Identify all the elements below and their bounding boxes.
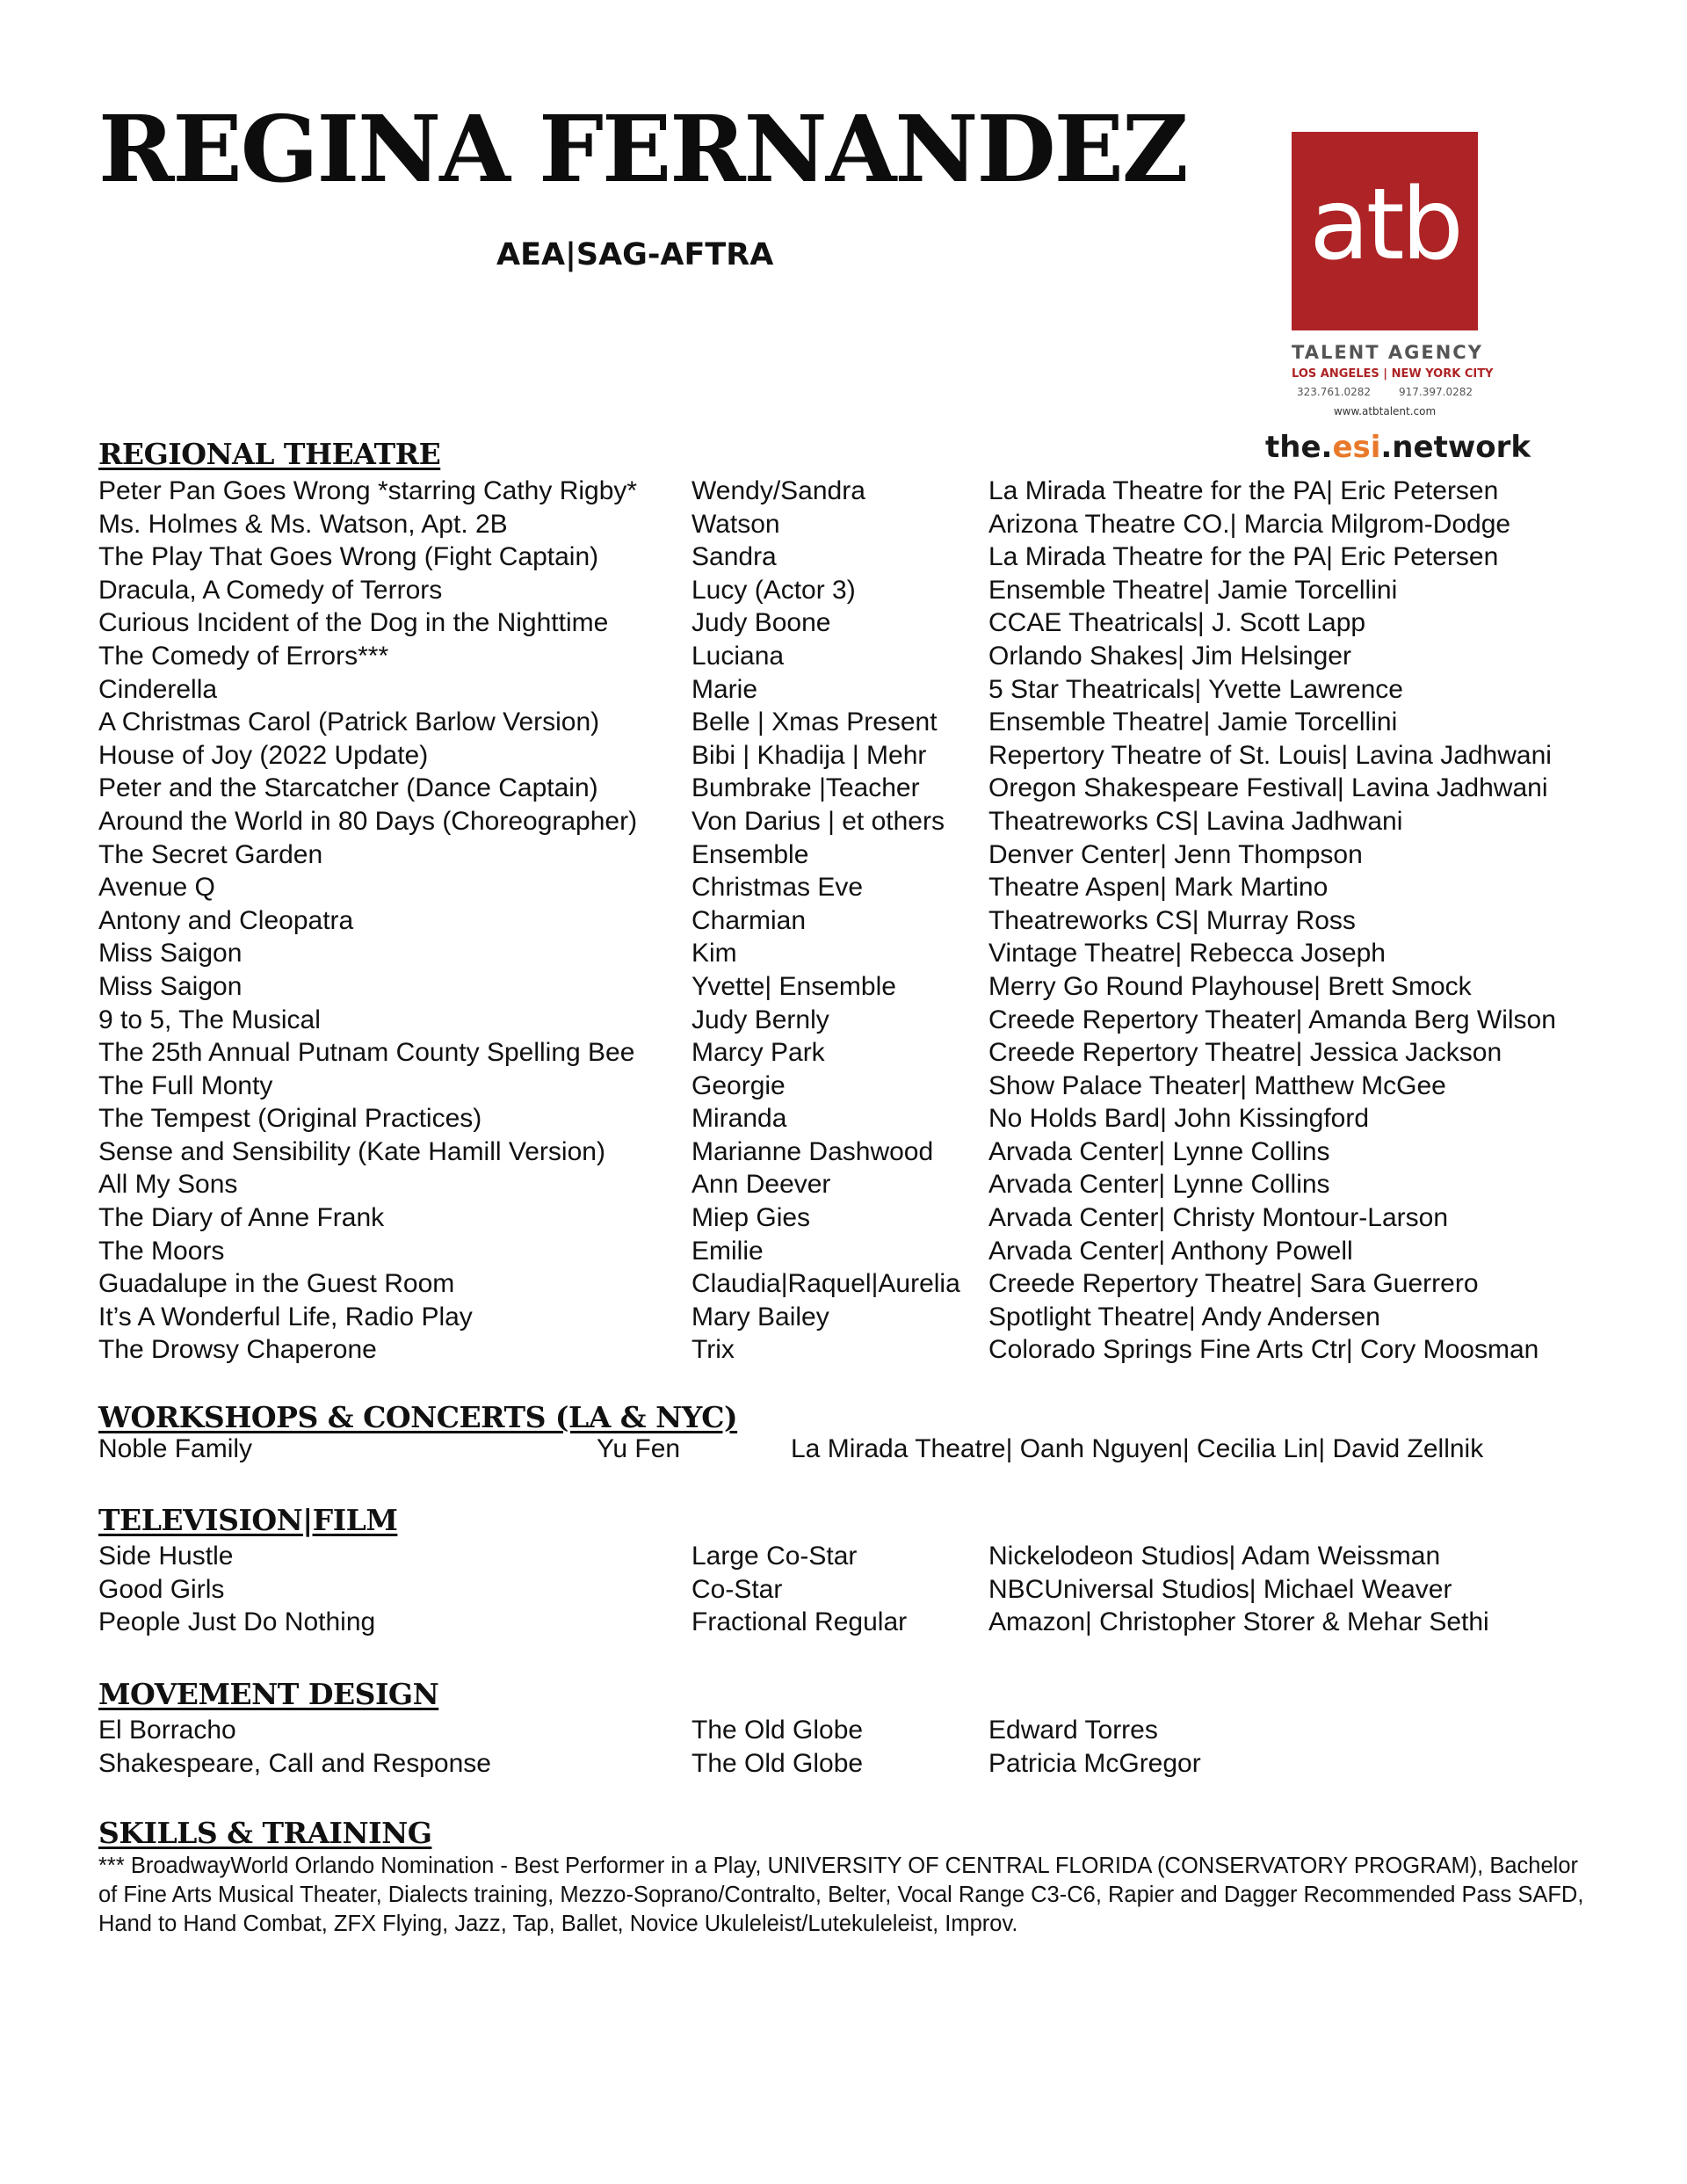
credit-venue: Creede Repertory Theatre| Sara Guerrero [988, 1269, 1479, 1299]
credit-title: Dracula, A Comedy of Terrors [98, 575, 443, 605]
table-row [98, 475, 1592, 508]
esi-prefix: the. [1265, 430, 1333, 465]
credit-role: Christmas Eve [691, 873, 864, 903]
credit-role: Judy Boone [691, 608, 831, 638]
credit-venue: Ensemble Theatre| Jamie Torcellini [988, 575, 1398, 605]
table-row [98, 1433, 1592, 1466]
credit-role: Belle | Xmas Present [691, 707, 938, 737]
skills-text: *** BroadwayWorld Orlando Nomination - Best Performer in a Play, UNIVERSITY OF CENTRAL FLORIDA (CONSERVATORY PROGRAM), Bachelor of Fine Arts Musical Theater, Dialects training, Mezzo-Soprano/Contralto, Belter, Vocal Range C3-C6, Rapier and Dagger Recommended Pass SAFD, Hand to Hand Combat, ZFX Flying, Jazz, Tap, Ballet, Novice Ukuleleist/Lutekuleleist, Improv. [98, 1854, 1584, 1936]
credit-title: The 25th Annual Putnam County Spelling Bee [98, 1038, 635, 1068]
credit-title: Ms. Holmes & Ms. Watson, Apt. 2B [98, 509, 508, 539]
credit-title: Side Hustle [98, 1542, 234, 1571]
table-row [98, 673, 1592, 707]
credit-title: The Moors [98, 1236, 225, 1266]
esi-suffix: .network [1380, 430, 1531, 465]
agency-cities: LOS ANGELES | NEW YORK CITY [1292, 367, 1494, 381]
agency-logo-text: atb [1309, 168, 1460, 282]
actor-name: REGINA FERNANDEZ [98, 95, 1187, 203]
regional-theatre-heading: REGIONAL THEATRE [98, 437, 441, 471]
agency-logo [1292, 132, 1478, 330]
table-row [98, 1004, 1592, 1037]
credit-role: Georgie [691, 1070, 786, 1100]
credit-venue: Amazon| Christopher Storer & Mehar Sethi [988, 1607, 1489, 1637]
table-row [98, 1168, 1592, 1201]
credit-venue: No Holds Bard| John Kissingford [988, 1104, 1370, 1134]
regional-theatre-table [98, 475, 1592, 1367]
table-row [98, 1267, 1592, 1301]
credit-venue: Arvada Center| Lynne Collins [988, 1136, 1330, 1166]
credit-title: Peter and the Starcatcher (Dance Captain) [98, 773, 598, 803]
credit-role: The Old Globe [691, 1716, 864, 1745]
table-row [98, 970, 1592, 1004]
credit-title: Good Girls [98, 1574, 225, 1604]
credit-venue: Creede Repertory Theater| Amanda Berg Wilson [988, 1005, 1556, 1034]
credit-role: Mary Bailey [691, 1302, 829, 1331]
credit-title: Miss Saigon [98, 971, 243, 1001]
credit-venue: Show Palace Theater| Matthew McGee [988, 1070, 1446, 1100]
credit-title: People Just Do Nothing [98, 1607, 376, 1637]
table-row [98, 508, 1592, 541]
credit-title: Guadalupe in the Guest Room [98, 1269, 455, 1299]
credit-role: Charmian [691, 905, 807, 935]
credit-venue: La Mirada Theatre for the PA| Eric Petersen [988, 542, 1499, 572]
credit-title: Avenue Q [98, 873, 215, 903]
credit-role: Luciana [691, 641, 785, 671]
table-row [98, 1070, 1592, 1103]
credit-role: Marie [691, 674, 758, 704]
table-row [98, 1606, 1592, 1639]
credit-title: A Christmas Carol (Patrick Barlow Version) [98, 707, 600, 737]
credit-role: Large Co-Star [691, 1542, 858, 1571]
credit-role: Trix [691, 1335, 735, 1365]
credit-title: Sense and Sensibility (Kate Hamill Version) [98, 1136, 605, 1166]
credit-venue: Denver Center| Jenn Thompson [988, 839, 1363, 869]
credit-title: House of Joy (2022 Update) [98, 740, 429, 770]
credit-role: Ensemble [691, 839, 809, 869]
credit-venue: Repertory Theatre of St. Louis| Lavina Jadhwani [988, 740, 1552, 770]
credit-title: The Comedy of Errors*** [98, 641, 389, 671]
credit-venue: Nickelodeon Studios| Adam Weissman [988, 1542, 1441, 1571]
credit-venue: La Mirada Theatre for the PA| Eric Petersen [988, 476, 1499, 505]
table-row [98, 772, 1592, 805]
table-row [98, 838, 1592, 872]
credit-role: Yu Fen [597, 1434, 681, 1463]
table-row [98, 1333, 1592, 1367]
workshops-heading: WORKSHOPS & CONCERTS (LA & NYC) [98, 1400, 738, 1434]
credit-title: 9 to 5, The Musical [98, 1005, 321, 1034]
credit-venue: NBCUniversal Studios| Michael Weaver [988, 1574, 1452, 1604]
credit-venue: Arizona Theatre CO.| Marcia Milgrom-Dodge [988, 509, 1511, 539]
credit-venue: CCAE Theatricals| J. Scott Lapp [988, 608, 1366, 638]
credit-title: Noble Family [98, 1434, 253, 1463]
credit-title: The Tempest (Original Practices) [98, 1104, 482, 1134]
credit-role: Yvette| Ensemble [691, 971, 896, 1001]
credit-role: Miep Gies [691, 1203, 811, 1233]
credit-title: Miss Saigon [98, 939, 243, 969]
table-row [98, 640, 1592, 673]
credit-venue: Theatreworks CS| Murray Ross [988, 905, 1356, 935]
table-row [98, 805, 1592, 838]
credit-role: Judy Bernly [691, 1005, 829, 1034]
table-row [98, 1540, 1592, 1573]
credit-title: Cinderella [98, 674, 218, 704]
credit-venue: Arvada Center| Lynne Collins [988, 1170, 1330, 1200]
esi-mid: esi [1332, 430, 1381, 465]
credit-venue: Ensemble Theatre| Jamie Torcellini [988, 707, 1398, 737]
table-row [98, 904, 1592, 938]
credit-role: Bumbrake |Teacher [691, 773, 920, 803]
credit-venue: Patricia McGregor [988, 1748, 1201, 1778]
table-row [98, 871, 1592, 904]
table-row [98, 1747, 1592, 1781]
agency-name: TALENT AGENCY [1292, 342, 1483, 363]
table-row [98, 1102, 1592, 1136]
agency-phone-ny: 917.397.0282 [1399, 386, 1473, 398]
table-row [98, 1136, 1592, 1169]
credit-role: Miranda [691, 1104, 787, 1134]
movement-design-table [98, 1714, 1592, 1780]
credit-venue: Colorado Springs Fine Arts Ctr| Cory Moosman [988, 1335, 1539, 1365]
credit-venue: Arvada Center| Christy Montour-Larson [988, 1203, 1449, 1233]
credit-title: Antony and Cleopatra [98, 905, 354, 935]
table-row [98, 1573, 1592, 1607]
credit-title: The Drowsy Chaperone [98, 1335, 377, 1365]
credit-role: Co-Star [691, 1574, 783, 1604]
table-row [98, 937, 1592, 970]
credit-role: Lucy (Actor 3) [691, 575, 856, 605]
credit-role: Kim [691, 939, 737, 969]
credit-venue: Theatreworks CS| Lavina Jadhwani [988, 806, 1403, 836]
credit-title: All My Sons [98, 1170, 238, 1200]
credit-role: Marianne Dashwood [691, 1136, 934, 1166]
credit-title: The Full Monty [98, 1070, 273, 1100]
table-row [98, 1201, 1592, 1235]
table-row [98, 541, 1592, 574]
credit-title: Around the World in 80 Days (Choreographer) [98, 806, 638, 836]
credit-role: Watson [691, 509, 780, 539]
credit-venue: Spotlight Theatre| Andy Andersen [988, 1302, 1380, 1331]
credit-role: Sandra [691, 542, 777, 572]
credit-venue: Creede Repertory Theatre| Jessica Jackson [988, 1038, 1502, 1068]
credit-role: Bibi | Khadija | Mehr [691, 740, 927, 770]
credit-venue: Oregon Shakespeare Festival| Lavina Jadhwani [988, 773, 1548, 803]
table-row [98, 1714, 1592, 1747]
credit-title: The Secret Garden [98, 839, 323, 869]
table-row [98, 574, 1592, 607]
credit-venue: Merry Go Round Playhouse| Brett Smock [988, 971, 1472, 1001]
table-row [98, 606, 1592, 640]
credit-title: The Diary of Anne Frank [98, 1203, 385, 1233]
credit-venue: Theatre Aspen| Mark Martino [988, 873, 1329, 903]
credit-venue: Orlando Shakes| Jim Helsinger [988, 641, 1351, 671]
union-affiliations: AEA|SAG-AFTRA [496, 237, 774, 272]
credit-venue: La Mirada Theatre| Oanh Nguyen| Cecilia Lin| David Zellnik [791, 1434, 1484, 1463]
credit-role: Fractional Regular [691, 1607, 908, 1637]
table-row [98, 1036, 1592, 1070]
credit-title: Shakespeare, Call and Response [98, 1748, 491, 1778]
television-film-table [98, 1540, 1592, 1639]
table-row [98, 706, 1592, 739]
table-row [98, 1235, 1592, 1268]
credit-role: Von Darius | et others [691, 806, 945, 836]
credit-title: El Borracho [98, 1716, 236, 1745]
table-row [98, 739, 1592, 773]
credit-venue: Edward Torres [988, 1716, 1158, 1745]
skills-heading: SKILLS & TRAINING [98, 1816, 432, 1850]
agency-phone-la: 323.761.0282 [1297, 386, 1371, 398]
credit-role: Emilie [691, 1236, 764, 1266]
credit-title: Peter Pan Goes Wrong *starring Cathy Rigby* [98, 476, 638, 505]
table-row [98, 1301, 1592, 1334]
credit-role: Wendy/Sandra [691, 476, 865, 505]
credit-role: The Old Globe [691, 1748, 864, 1778]
credit-title: Curious Incident of the Dog in the Nighttime [98, 608, 609, 638]
agency-website: www.atbtalent.com [1333, 405, 1437, 417]
credit-role: Ann Deever [691, 1170, 831, 1200]
credit-role: Claudia|Raquel|Aurelia [691, 1269, 960, 1299]
movement-design-heading: MOVEMENT DESIGN [98, 1677, 439, 1711]
credit-venue: 5 Star Theatricals| Yvette Lawrence [988, 674, 1403, 704]
credit-venue: Arvada Center| Anthony Powell [988, 1236, 1353, 1266]
television-film-heading: TELEVISION|FILM [98, 1503, 398, 1537]
esi-network-logo [1265, 430, 1531, 465]
credit-role: Marcy Park [691, 1038, 825, 1068]
credit-venue: Vintage Theatre| Rebecca Joseph [988, 939, 1386, 969]
credit-title: It’s A Wonderful Life, Radio Play [98, 1302, 473, 1331]
credit-title: The Play That Goes Wrong (Fight Captain) [98, 542, 599, 572]
